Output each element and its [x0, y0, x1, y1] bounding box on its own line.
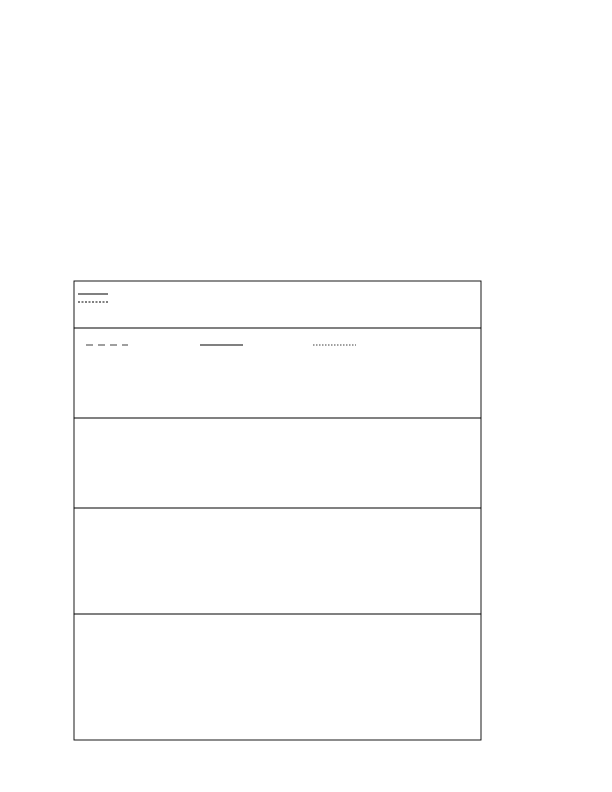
dark-noise-frame — [74, 281, 481, 328]
emission-4278-panel — [74, 508, 481, 614]
background-ch2-frame — [74, 328, 481, 418]
background-ch2-panel — [74, 328, 481, 418]
emission-4278-frame — [74, 508, 481, 614]
background-ch1-frame — [74, 418, 481, 508]
emission-4861-panel — [74, 614, 481, 740]
time-series-section — [74, 281, 481, 740]
dark-noise-panel — [74, 281, 481, 328]
background-ch1-panel — [74, 418, 481, 508]
emission-4861-frame — [74, 614, 481, 740]
